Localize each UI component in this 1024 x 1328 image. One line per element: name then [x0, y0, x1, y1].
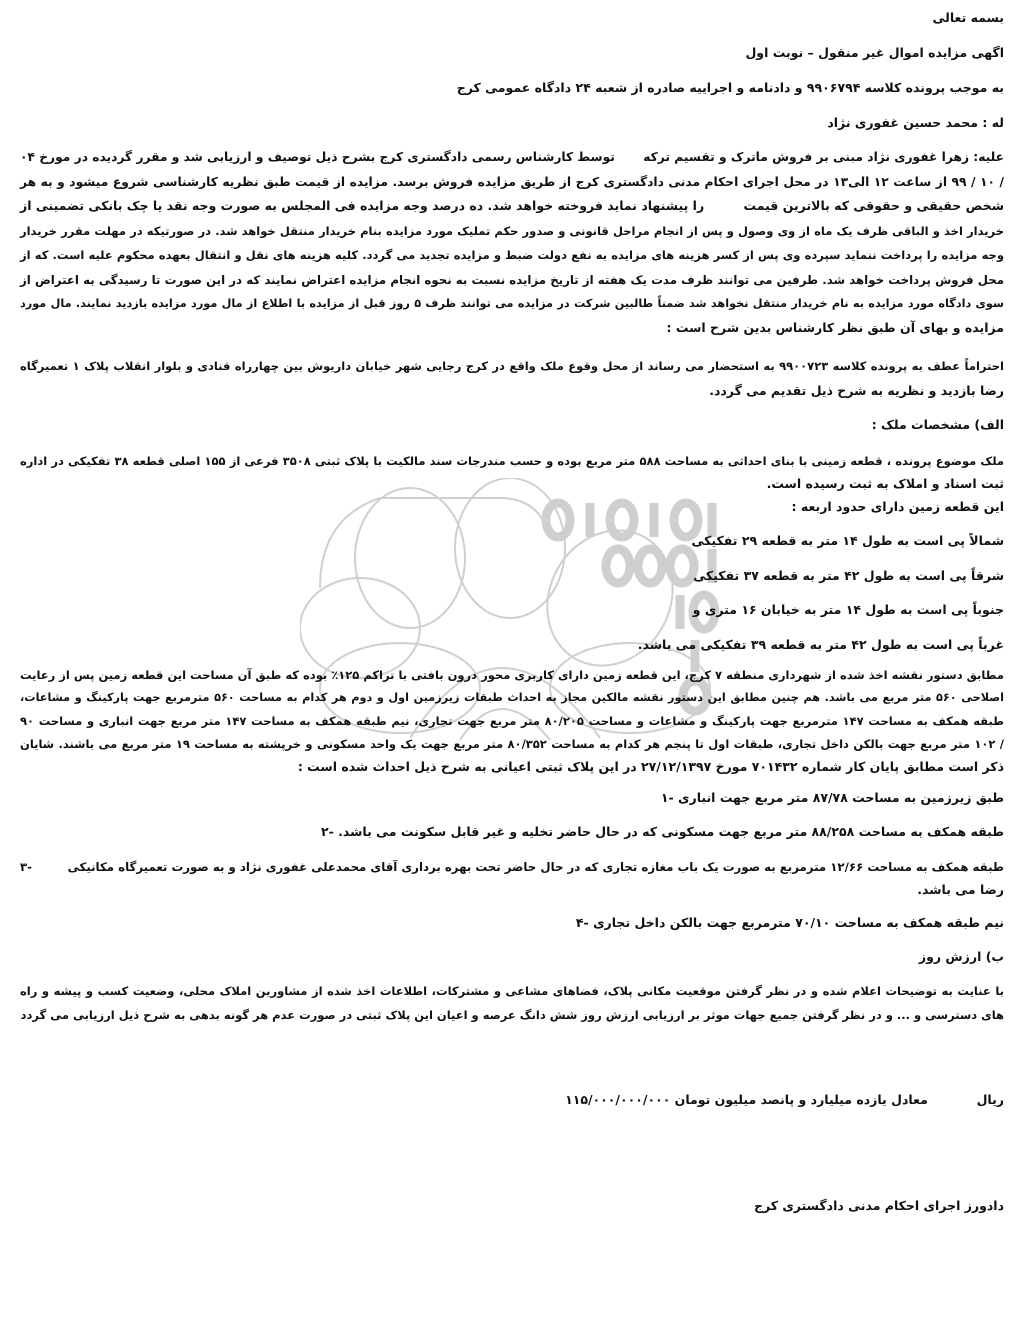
terms-line	[20, 196, 1004, 216]
building-item-3	[20, 857, 1004, 877]
boundaries-intro: این قطعه زمین دارای حدود اربعه :	[791, 499, 1004, 514]
invocation: بسمه تعالی	[932, 10, 1004, 25]
building-item-3-text: طبقه همکف به مساحت ۱۲/۶۶ مترمربع به صورت یک باب مغازه تجاری که در حال حاضر تحت بهره برداری آقای محمدعلی غفوری نژاد و به صورت تعمیرگاه مکانیکی	[67, 860, 1004, 874]
building-item-4: نیم طبقه همکف به مساحت ۷۰/۱۰ مترمربع جهت بالکن داخل تجاری -۴	[575, 915, 1004, 930]
boundary-north: شمالاً پی است به طول ۱۴ متر به قطعه ۲۹ تفکیکی	[691, 533, 1004, 548]
section-b-heading: ب) ارزش روز	[918, 949, 1004, 964]
zoning-line: مطابق دستور نقشه اخذ شده از شهرداری منطقه ۷ کرج، این قطعه زمین دارای کاربری محور درون بافتی با تراکم ۱۲۵٪ بوده که طبق آن مساحت این قطعه زمین پس از رعایت	[20, 668, 1004, 682]
zoning-line: طبقه همکف به مساحت ۱۴۷ مترمربع جهت پارکینگ و مشاعات و مساحت ۸۰/۲۰۵ متر مربع جهت تجاری، نیم طبقه همکف به مساحت ۱۴۷ متر مربع جهت انباری و مساحت ۹۰	[20, 714, 1004, 728]
terms-line: / ۱۰ / ۹۹ از ساعت ۱۲ الی۱۳ در محل اجرای احکام مدنی دادگستری کرج از طریق مزایده فروش برسد. مزایده از قیمت طبق نظریه کارشناسی شروع میشود و به هر	[20, 175, 1004, 189]
boundary-west: غرباً پی است به طول ۴۲ متر به قطعه ۳۹ تفکیکی می باشد.	[637, 637, 1004, 652]
section-a-heading: الف) مشخصات ملک :	[871, 417, 1004, 432]
terms-line	[20, 147, 1004, 167]
terms-line: محل فروش پرداخت خواهد شد. طرفین می توانند ظرف مدت یک هفته از تاریخ مزایده نسبت به نحوه انجام مزایده اعتراض نمایند که در این صورت تا رسیدگی به اعتراض از	[20, 273, 1004, 287]
valuation-text: های دسترسی و ... و در نظر گرفتن جمیع جهات موثر بر ارزیابی ارزش روز شش دانگ عرصه و اعیان این پلاک ثبتی در صورت عدم هر گونه بدهی به شرح ذیل ارزیابی می گردد	[20, 1008, 1004, 1022]
defendant: علیه: زهرا غفوری نژاد مبنی بر فروش ماترک و تقسیم ترکه	[643, 150, 1004, 164]
terms-text: توسط کارشناس رسمی دادگستری کرج بشرح ذیل توصیف و ارزیابی شد و مقرر گردیده در مورخ ۰۴	[20, 150, 615, 164]
terms-line: سوی دادگاه مورد مزایده به نام خریدار منتقل نخواهد شد ضمناً طالبین شرکت در مزایده می توانند ظرف ۵ روز قبل از مزایده با اطلاع از مال مورد مزایده بازدید نمایند. مال مورد	[20, 297, 1004, 310]
boundary-south: جنوباً پی است به طول ۱۴ متر به خیابان ۱۶ متری و	[692, 602, 1004, 617]
terms-line: مزایده و بهای آن طبق نظر کارشناس بدین شرح است :	[666, 320, 1004, 335]
amount-value: معادل یازده میلیارد و پانصد میلیون تومان ۱۱۵/۰۰۰/۰۰۰/۰۰۰	[565, 1092, 928, 1107]
zoning-line: ذکر است مطابق پایان کار شماره ۷۰۱۴۳۲ مورخ ۲۷/۱۲/۱۳۹۷ در این پلاک ثبتی اعیانی به شرح ذیل احداث شده است :	[297, 759, 1004, 774]
terms-line: وجه مزایده را پرداخت ننماید سپرده وی پس از کسر هزینه های مزایده به نفع دولت ضبط و مزایده تجدید می گردد. کلیه هزینه های نقل و انتقال بعهده محکوم علیه است. که از	[20, 248, 1004, 262]
signature: دادورز اجرای احکام مدنی دادگستری کرج	[753, 1198, 1004, 1213]
terms-line: خریدار اخذ و الباقی ظرف یک ماه از وی وصول و پس از انجام مراحل قانونی و صدور حکم تملیک مورد مزایده بنام خریدار منتقل خواهد شد. در صورتیکه در مهلت مقرر خریدار	[20, 224, 1004, 238]
report-line: احتراماً عطف به پرونده کلاسه ۹۹۰۰۷۲۳ به استحضار می رساند از محل وقوع ملک واقع در کرج رجایی شهر خیابان داریوش بین چهارراه قنادی و بلوار انقلاب پلاک ۱ تعمیرگاه	[20, 359, 1004, 373]
building-item-3-cont: رضا می باشد.	[917, 882, 1004, 897]
boundary-east: شرقاً پی است به طول ۴۲ متر به قطعه ۳۷ تفکیکی	[693, 568, 1004, 583]
zoning-line: اصلاحی ۵۶۰ متر مربع می باشد. هم چنین مطابق این دستور نقشه مالکین مجاز به احداث طبقات زیرزمین اول و دوم هر کدام به مساحت ۵۶۰ مترمربع جهت پارکینگ و مشاعات،	[20, 691, 1004, 704]
zoning-line: / ۱۰۲ متر مربع جهت بالکن داخل تجاری، طبقات اول تا پنجم هر کدام به مساحت ۸۰/۳۵۲ متر مربع جهت یک واحد مسکونی و خرپشته به مساحت ۱۹ متر مربع می باشند. شایان	[20, 737, 1004, 751]
valuation-amount	[20, 1090, 1004, 1110]
terms-text: را پیشنهاد نماید فروخته خواهد شد. ده درصد وجه مزایده فی المجلس به صورت وجه نقد یا چک بانکی تضمینی از	[20, 198, 705, 213]
property-description: ثبت اسناد و املاک به ثبت رسیده است.	[766, 476, 1004, 491]
building-item-1: طبق زیرزمین به مساحت ۸۷/۷۸ متر مربع جهت انباری -۱	[660, 790, 1004, 805]
plaintiff: له : محمد حسین غفوری نژاد	[827, 115, 1004, 130]
valuation-text: با عنایت به توضیحات اعلام شده و در نظر گرفتن موقعیت مکانی پلاک، فضاهای مشاعی و مشترکات، اطلاعات اخذ شده از مشاورین املاک محلی، وضعیت کسب و پیشه و راه	[20, 984, 1004, 998]
report-line: رضا بازدید و نظریه به شرح ذیل تقدیم می گردد.	[709, 383, 1004, 398]
building-item-2: طبقه همکف به مساحت ۸۸/۲۵۸ متر مربع جهت مسکونی که در حال حاضر تخلیه و غیر قابل سکونت می باشد. -۲	[320, 824, 1004, 839]
case-reference: به موجب پرونده کلاسه ۹۹۰۶۷۹۴ و دادنامه و اجراییه صادره از شعبه ۲۴ دادگاه عمومی کرج	[456, 80, 1004, 95]
terms-text: شخص حقیقی و حقوقی که بالاترین قیمت	[743, 198, 1004, 213]
property-description: ملک موضوع پرونده ، قطعه زمینی با بنای احداثی به مساحت ۵۸۸ متر مربع بوده و حسب مندرجات سند مالکیت با پلاک ثبتی ۳۵۰۸ فرعی از ۱۵۵ اصلی قطعه ۳۸ تفکیکی در اداره	[20, 454, 1005, 468]
currency-label: ریال	[976, 1092, 1004, 1107]
building-item-3-number: -۳	[20, 860, 33, 874]
notice-title: اگهی مزایده اموال غیر منقول – نوبت اول	[745, 45, 1004, 60]
